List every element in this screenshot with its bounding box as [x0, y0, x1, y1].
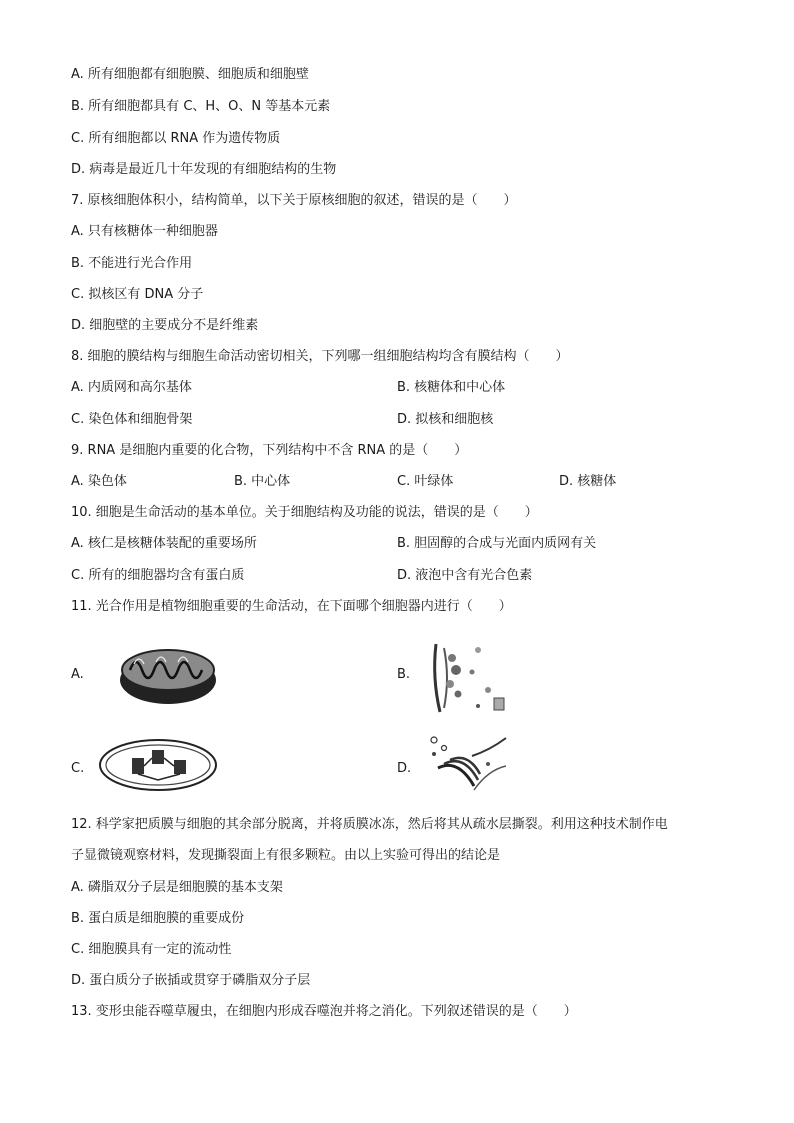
q11-label-b: B.: [397, 667, 411, 682]
q8-option-b: B. 核糖体和中心体: [397, 380, 506, 395]
q7-stem: 7. 原核细胞体积小，结构简单，以下关于原核细胞的叙述，错误的是（ ）: [71, 193, 517, 208]
endoplasmic-reticulum-figure: [428, 640, 510, 716]
q10-option-b: B. 胆固醇的合成与光面内质网有关: [397, 536, 597, 551]
q8-option-a: A. 内质网和高尔基体: [71, 380, 192, 395]
q9-option-c: C. 叶绿体: [397, 474, 454, 489]
q8-stem: 8. 细胞的膜结构与细胞生命活动密切相关，下列哪一组细胞结构均含有膜结构（ ）: [71, 349, 569, 364]
q12-stem-line-1: 12. 科学家把质膜与细胞的其余部分脱离，并将质膜冰冻，然后将其从疏水层撕裂。利用这种技术制作电: [71, 817, 668, 832]
q10-option-a: A. 核仁是核糖体装配的重要场所: [71, 536, 257, 551]
q12-option-a: A. 磷脂双分子层是细胞膜的基本支架: [71, 880, 283, 895]
golgi-apparatus-figure: [428, 734, 510, 798]
q7-option-d: D. 细胞壁的主要成分不是纤维素: [71, 318, 259, 333]
q9-option-d: D. 核糖体: [559, 474, 617, 489]
q9-stem: 9. RNA 是细胞内重要的化合物，下列结构中不含 RNA 的是（ ）: [71, 443, 468, 458]
q11-stem: 11. 光合作用是植物细胞重要的生命活动，在下面哪个细胞器内进行（ ）: [71, 599, 512, 614]
q6-option-b: B. 所有细胞都具有 C、H、O、N 等基本元素: [71, 99, 331, 114]
q6-option-a: A. 所有细胞都有细胞膜、细胞质和细胞壁: [71, 67, 309, 82]
q6-option-c: C. 所有细胞都以 RNA 作为遗传物质: [71, 131, 281, 146]
q7-option-a: A. 只有核糖体一种细胞器: [71, 224, 218, 239]
q10-stem: 10. 细胞是生命活动的基本单位。关于细胞结构及功能的说法，错误的是（ ）: [71, 505, 538, 520]
q7-option-c: C. 拟核区有 DNA 分子: [71, 287, 204, 302]
q10-option-c: C. 所有的细胞器均含有蛋白质: [71, 568, 245, 583]
q9-option-a: A. 染色体: [71, 474, 127, 489]
q8-option-d: D. 拟核和细胞核: [397, 412, 494, 427]
mitochondrion-figure: [116, 640, 220, 708]
q11-label-d: D.: [397, 761, 412, 776]
q13-stem: 13. 变形虫能吞噬草履虫，在细胞内形成吞噬泡并将之消化。下列叙述错误的是（ ）: [71, 1004, 577, 1019]
q7-option-b: B. 不能进行光合作用: [71, 256, 193, 271]
q11-label-c: C.: [71, 761, 85, 776]
q12-option-b: B. 蛋白质是细胞膜的重要成份: [71, 911, 245, 926]
chloroplast-figure: [96, 736, 220, 794]
q11-label-a: A.: [71, 667, 84, 682]
q12-option-c: C. 细胞膜具有一定的流动性: [71, 942, 232, 957]
q6-option-d: D. 病毒是最近几十年发现的有细胞结构的生物: [71, 162, 337, 177]
q9-option-b: B. 中心体: [234, 474, 291, 489]
q10-option-d: D. 液泡中含有光合色素: [397, 568, 533, 583]
q12-option-d: D. 蛋白质分子嵌插或贯穿于磷脂双分子层: [71, 973, 311, 988]
q8-option-c: C. 染色体和细胞骨架: [71, 412, 193, 427]
q12-stem-line-2: 子显微镜观察材料，发现撕裂面上有很多颗粒。由以上实验可得出的结论是: [71, 848, 501, 863]
